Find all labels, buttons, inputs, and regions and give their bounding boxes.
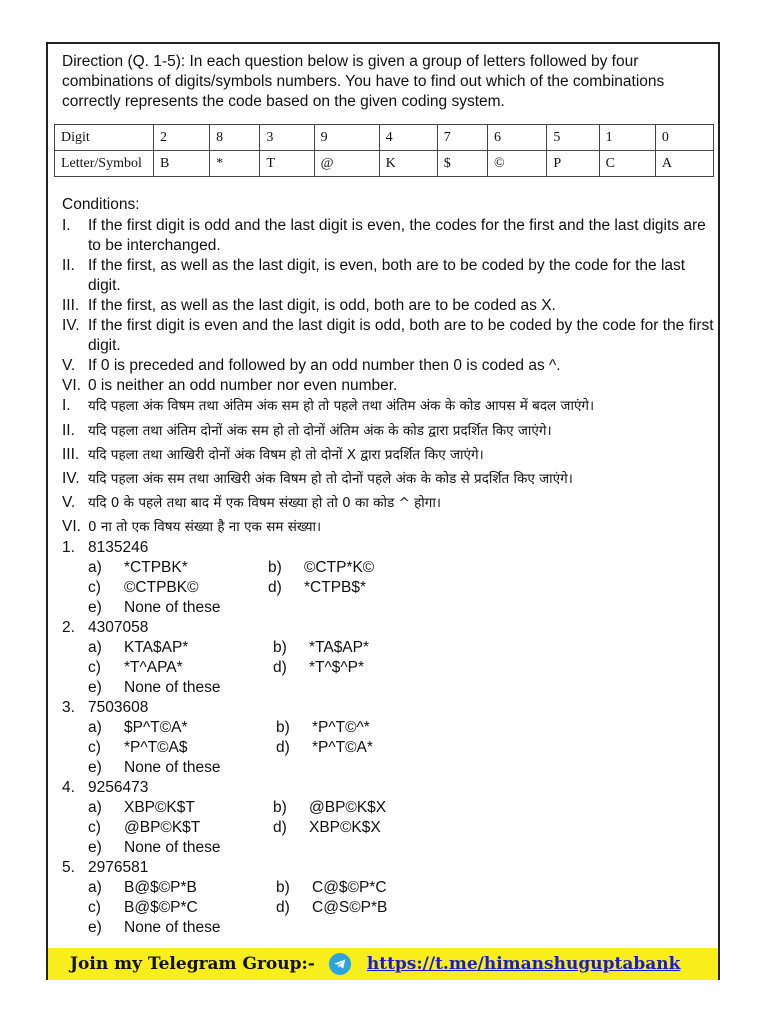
option-text: *P^T©A* — [312, 739, 373, 756]
option-text: C@S©P*B — [312, 899, 388, 916]
option-d[interactable] — [268, 578, 366, 598]
option-a[interactable] — [88, 878, 197, 898]
option-a[interactable] — [88, 638, 188, 658]
option-text: XBP©K$X — [309, 819, 381, 836]
option-text: @BP©K$T — [124, 819, 201, 836]
option-text: $P^T©A* — [124, 719, 188, 736]
condition-number: IV. — [62, 470, 80, 487]
option-e[interactable] — [88, 758, 221, 778]
condition-hi — [62, 396, 722, 416]
condition-text: If the first digit is odd and the last digit is even, the codes for the first and the last digits are to be interchanged. — [88, 217, 706, 254]
symbol-cell: @ — [314, 151, 379, 177]
direction-text: Direction (Q. 1-5): In each question below is given a group of letters followed by four combinations of digits/symbols numbers. You have to find out which of the combinations correctly represents the code based on the given coding system. — [62, 53, 665, 110]
symbol-row — [55, 151, 714, 177]
conditions-title: Conditions: — [62, 196, 140, 213]
condition-en — [62, 216, 722, 256]
question-prompt: 4307058 — [88, 619, 149, 636]
option-text: *T^APA* — [124, 659, 183, 676]
option-label: e) — [88, 759, 102, 776]
condition-en — [62, 356, 722, 376]
condition-number: VI. — [62, 377, 81, 394]
digit-row — [55, 125, 714, 151]
option-label: b) — [268, 559, 282, 576]
digit-cell: 8 — [210, 125, 260, 151]
option-text: None of these — [124, 599, 221, 616]
option-text: B@$©P*B — [124, 879, 197, 896]
option-label: a) — [88, 719, 102, 736]
option-text: ©CTPBK© — [124, 579, 199, 596]
condition-number: II. — [62, 422, 75, 439]
condition-text: 0 ना तो एक विषय संख्या है ना एक सम संख्या। — [88, 519, 322, 535]
condition-text: If the first digit is even and the last digit is odd, both are to be coded by the code for the first digit. — [88, 317, 714, 354]
condition-hi — [62, 445, 722, 465]
digit-row-label: Digit — [55, 125, 154, 151]
condition-number: III. — [62, 297, 80, 314]
digit-cell: 1 — [599, 125, 655, 151]
option-label: b) — [276, 879, 290, 896]
option-label: b) — [273, 639, 287, 656]
digit-cell: 3 — [260, 125, 314, 151]
condition-hi — [62, 421, 722, 441]
option-label: c) — [88, 739, 101, 756]
condition-text: If 0 is preceded and followed by an odd number then 0 is coded as ^. — [88, 357, 561, 374]
option-a[interactable] — [88, 718, 188, 738]
digit-cell: 5 — [547, 125, 599, 151]
symbol-cell: B — [154, 151, 210, 177]
option-label: d) — [276, 739, 290, 756]
option-text: ©CTP*K© — [304, 559, 375, 576]
condition-text: If the first, as well as the last digit, is odd, both are to be coded as X. — [88, 297, 556, 314]
option-text: *CTPB$* — [304, 579, 367, 596]
question-number: 5. — [62, 859, 75, 876]
condition-number: I. — [62, 217, 71, 234]
page-frame — [46, 42, 720, 980]
condition-number: IV. — [62, 317, 80, 334]
option-e[interactable] — [88, 678, 221, 698]
code-table — [54, 124, 714, 177]
condition-text: यदि पहला अंक सम तथा आखिरी अंक विषम हो तो दोनों पहले अंक के कोड से प्रदर्शित किए जाएंगे। — [88, 471, 573, 487]
question-number: 1. — [62, 539, 75, 556]
digit-cell: 7 — [437, 125, 487, 151]
condition-text: यदि 0 के पहले तथा बाद में एक विषम संख्या हो तो 0 का कोड ^ होगा। — [88, 495, 442, 511]
question-prompt: 7503608 — [88, 699, 149, 716]
condition-text: If the first, as well as the last digit, is even, both are to be coded by the code for the last digit. — [88, 257, 686, 294]
digit-cell: 9 — [314, 125, 379, 151]
option-b[interactable] — [273, 638, 369, 658]
option-b[interactable] — [276, 718, 370, 738]
option-text: None of these — [124, 759, 221, 776]
option-label: c) — [88, 659, 101, 676]
telegram-banner — [48, 948, 718, 980]
digit-cell: 4 — [379, 125, 437, 151]
question-prompt: 8135246 — [88, 539, 149, 556]
option-text: B@$©P*C — [124, 899, 198, 916]
option-label: e) — [88, 679, 102, 696]
condition-en — [62, 376, 722, 396]
option-label: b) — [273, 799, 287, 816]
condition-hi — [62, 517, 722, 537]
option-a[interactable] — [88, 798, 195, 818]
symbol-cell: A — [655, 151, 713, 177]
option-c[interactable] — [88, 738, 188, 758]
option-text: @BP©K$X — [309, 799, 387, 816]
option-a[interactable] — [88, 558, 188, 578]
symbol-cell: * — [210, 151, 260, 177]
telegram-link[interactable]: https://t.me/himanshuguptabank — [366, 954, 681, 974]
option-label: c) — [88, 579, 101, 596]
option-b[interactable] — [273, 798, 386, 818]
option-d[interactable] — [273, 818, 381, 838]
question-5 — [62, 858, 148, 878]
condition-hi — [62, 469, 722, 489]
option-text: None of these — [124, 919, 221, 936]
option-label: a) — [88, 879, 102, 896]
banner-label: Join my Telegram Group:- — [70, 954, 315, 974]
condition-number: III. — [62, 446, 80, 463]
option-c[interactable] — [88, 818, 200, 838]
option-text: KTA$AP* — [124, 639, 189, 656]
option-label: a) — [88, 639, 102, 656]
option-label: e) — [88, 599, 102, 616]
symbol-cell: K — [379, 151, 437, 177]
condition-number: V. — [62, 357, 76, 374]
option-label: a) — [88, 559, 102, 576]
question-prompt: 9256473 — [88, 779, 149, 796]
condition-hi — [62, 493, 722, 513]
option-d[interactable] — [276, 898, 387, 918]
symbol-cell: $ — [437, 151, 487, 177]
option-label: a) — [88, 799, 102, 816]
condition-en — [62, 256, 722, 296]
question-2 — [62, 618, 148, 638]
option-text: *T^$^P* — [309, 659, 365, 676]
symbol-row-label: Letter/Symbol — [55, 151, 154, 177]
condition-text: 0 is neither an odd number nor even number. — [88, 377, 398, 394]
option-text: *P^T©^* — [312, 719, 370, 736]
option-text: *CTPBK* — [124, 559, 188, 576]
question-prompt: 2976581 — [88, 859, 149, 876]
option-label: d) — [273, 659, 287, 676]
option-e[interactable] — [88, 838, 221, 858]
option-d[interactable] — [273, 658, 364, 678]
condition-number: II. — [62, 257, 75, 274]
option-c[interactable] — [88, 898, 198, 918]
option-b[interactable] — [268, 558, 374, 578]
symbol-cell: P — [547, 151, 599, 177]
option-label: c) — [88, 899, 101, 916]
condition-text: यदि पहला अंक विषम तथा अंतिम अंक सम हो तो पहले तथा अंतिम अंक के कोड आपस में बदल जाएंगे। — [88, 398, 595, 414]
option-c[interactable] — [88, 658, 183, 678]
condition-text: यदि पहला तथा अंतिम दोनों अंक सम हो तो दोनों अंतिम अंक के कोड द्वारा प्रदर्शित किए जाएंगे। — [88, 423, 552, 439]
question-number: 4. — [62, 779, 75, 796]
option-label: c) — [88, 819, 101, 836]
question-4 — [62, 778, 148, 798]
question-number: 3. — [62, 699, 75, 716]
option-label: d) — [268, 579, 282, 596]
condition-en — [62, 316, 722, 356]
symbol-cell: © — [488, 151, 547, 177]
option-label: d) — [273, 819, 287, 836]
condition-number: VI. — [62, 518, 81, 535]
option-e[interactable] — [88, 918, 221, 938]
option-text: None of these — [124, 679, 221, 696]
digit-cell: 6 — [488, 125, 547, 151]
question-number: 2. — [62, 619, 75, 636]
condition-number: V. — [62, 494, 76, 511]
option-text: *TA$AP* — [309, 639, 370, 656]
condition-text: यदि पहला तथा आखिरी दोनों अंक विषम हो तो दोनों X द्वारा प्रदर्शित किए जाएंगे। — [88, 447, 484, 463]
condition-en — [62, 296, 722, 316]
option-b[interactable] — [276, 878, 387, 898]
option-label: e) — [88, 839, 102, 856]
option-e[interactable] — [88, 598, 221, 618]
option-label: b) — [276, 719, 290, 736]
telegram-icon[interactable] — [329, 953, 351, 975]
digit-cell: 2 — [154, 125, 210, 151]
option-text: *P^T©A$ — [124, 739, 188, 756]
condition-number: I. — [62, 397, 71, 414]
option-label: d) — [276, 899, 290, 916]
question-3 — [62, 698, 148, 718]
option-text: C@$©P*C — [312, 879, 387, 896]
option-d[interactable] — [276, 738, 373, 758]
option-label: e) — [88, 919, 102, 936]
option-text: None of these — [124, 839, 221, 856]
question-1 — [62, 538, 148, 558]
option-c[interactable] — [88, 578, 199, 598]
digit-cell: 0 — [655, 125, 713, 151]
option-text: XBP©K$T — [124, 799, 195, 816]
symbol-cell: T — [260, 151, 314, 177]
symbol-cell: C — [599, 151, 655, 177]
